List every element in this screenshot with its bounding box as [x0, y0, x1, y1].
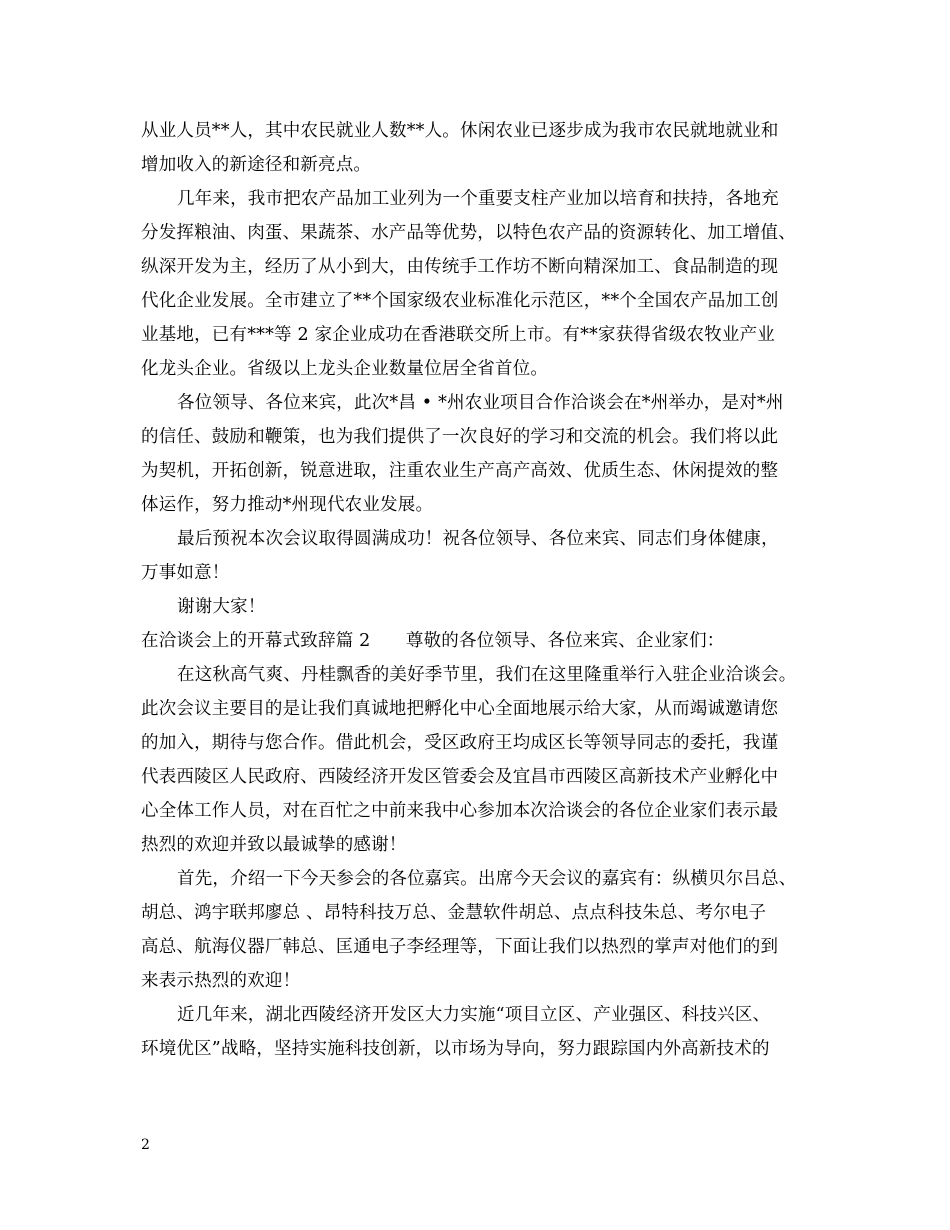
text-line: 为契机，开拓创新，锐意进取，注重农业生产高产高效、优质生态、休闲提效的整: [141, 461, 779, 481]
text-line: 胡总、鸿宇联邦廖总 、昂特科技万总、金慧软件胡总、点点科技朱总、考尔电子: [141, 903, 767, 923]
paragraph-start: 谢谢大家！: [177, 597, 266, 617]
paragraph-start: 首先，介绍一下今天参会的各位嘉宾。出席今天会议的嘉宾有：纵横贝尔吕总、: [177, 869, 797, 889]
paragraph-start: 各位领导、各位来宾，此次*昌 • *州农业项目合作洽谈会在*州举办，是对*州: [177, 393, 784, 413]
text-line: 的加入，期待与您合作。借此机会，受区政府王均成区长等领导同志的委托，我谨: [141, 733, 779, 753]
page-number: 2: [141, 1137, 150, 1153]
body-text: [141, 114, 831, 1066]
text-line: 增加收入的新途径和新亮点。: [141, 155, 372, 175]
text-line: 纵深开发为主，经历了从小到大，由传统手工作坊不断向精深加工、食品制造的现: [141, 257, 779, 277]
paragraph-start: 最后预祝本次会议取得圆满成功！祝各位领导、各位来宾、同志们身体健康，: [177, 529, 779, 549]
paragraph-start: 几年来，我市把农产品加工业列为一个重要支柱产业加以培育和扶持，各地充: [177, 189, 779, 209]
text-line: 来表示热烈的欢迎！: [141, 971, 301, 991]
text-line: 万事如意！: [141, 563, 230, 583]
text-line: 从业人员**人，其中农民就业人数**人。休闲农业已逐步成为我市农民就地就业和: [141, 121, 779, 141]
text-line: 业基地，已有***等 2 家企业成功在香港联交所上市。有**家获得省级农牧业产业: [141, 325, 776, 345]
paragraph-start: 在这秋高气爽、丹桂飘香的美好季节里，我们在这里隆重举行入驻企业洽谈会。: [177, 665, 797, 685]
text-line: 环境优区”战略，坚持实施科技创新，以市场为导向，努力跟踪国内外高新技术的: [141, 1039, 770, 1059]
text-line: 代化企业发展。全市建立了**个国家级农业标准化示范区，**个全国农产品加工创: [141, 291, 779, 311]
text-line: 体运作，努力推动*州现代农业发展。: [141, 495, 434, 515]
text-line: 分发挥粮油、肉蛋、果蔬茶、水产品等优势，以特色农产品的资源转化、加工增值、: [141, 223, 796, 243]
text-line: 化龙头企业。省级以上龙头企业数量位居全省首位。: [141, 359, 549, 379]
text-line: 代表西陵区人民政府、西陵经济开发区管委会及宜昌市西陵区高新技术产业孵化中: [141, 767, 779, 787]
section-heading: 在洽谈会上的开幕式致辞篇 2 尊敬的各位领导、各位来宾、企业家们：: [141, 631, 725, 651]
paragraph-start: 近几年来，湖北西陵经济开发区大力实施“项目立区、产业强区、科技兴区、: [177, 1005, 771, 1025]
text-line: 此次会议主要目的是让我们真诚地把孵化中心全面地展示给大家，从而竭诚邀请您: [141, 699, 779, 719]
text-line: 的信任、鼓励和鞭策，也为我们提供了一次良好的学习和交流的机会。我们将以此: [141, 427, 779, 447]
text-line: 心全体工作人员，对在百忙之中前来我中心参加本次洽谈会的各位企业家们表示最: [141, 801, 779, 821]
text-line: 热烈的欢迎并致以最诚挚的感谢！: [141, 835, 407, 855]
text-line: 高总、航海仪器厂韩总、匡通电子李经理等，下面让我们以热烈的掌声对他们的到: [141, 937, 779, 957]
